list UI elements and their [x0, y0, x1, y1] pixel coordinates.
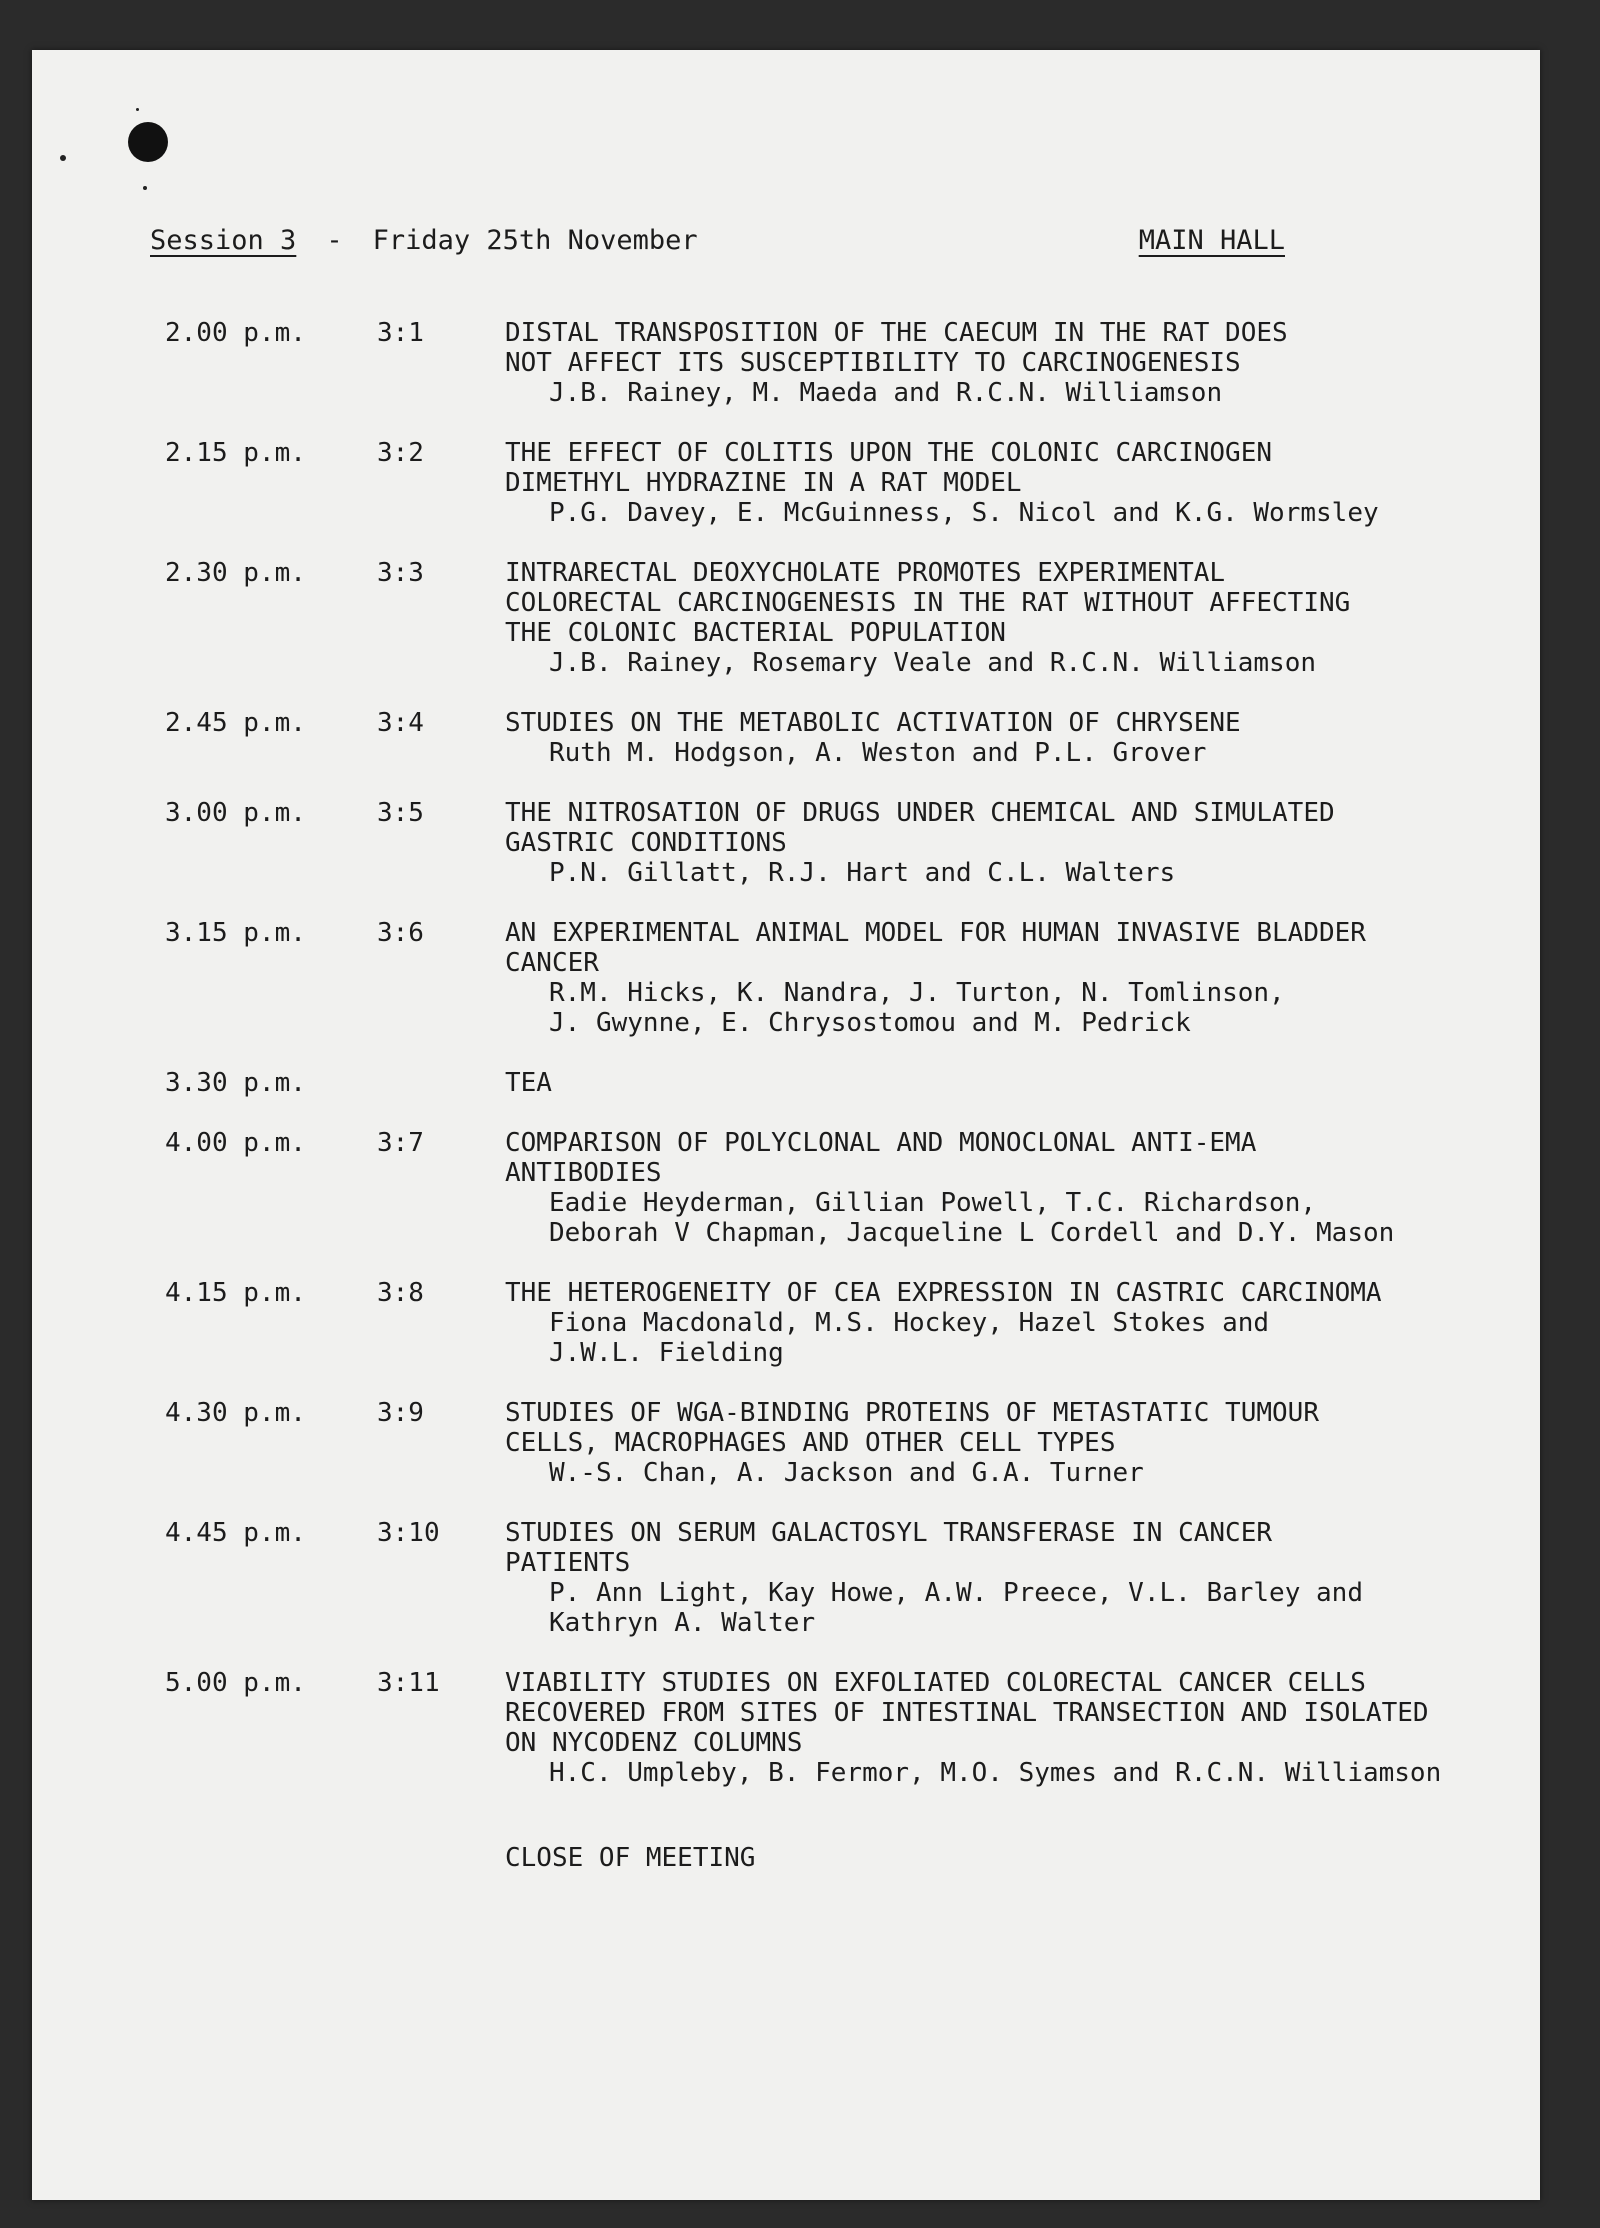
entry-time: 2.30 p.m.	[165, 558, 306, 588]
entry-code	[355, 1068, 505, 1098]
entry-authors-line: Kathryn A. Walter	[549, 1608, 816, 1638]
entry-time: 5.00 p.m.	[165, 1668, 306, 1698]
entry-body	[505, 1668, 1480, 1788]
entry-time: 4.45 p.m.	[165, 1518, 306, 1548]
entry-title-line: ON NYCODENZ COLUMNS	[505, 1728, 803, 1758]
entry-time: 3.30 p.m.	[165, 1068, 306, 1098]
entry-body	[505, 318, 1480, 408]
entry-title-line: RECOVERED FROM SITES OF INTESTINAL TRANSECTION AND ISOLATED	[505, 1698, 1429, 1728]
programme-entry	[150, 918, 1480, 1038]
programme-entry	[150, 438, 1480, 528]
header-separator: -	[326, 225, 343, 256]
entry-time: 4.00 p.m.	[165, 1128, 306, 1158]
entry-code: 3:1	[377, 318, 424, 348]
programme-entry	[150, 1278, 1480, 1368]
entry-title-line: STUDIES OF WGA-BINDING PROTEINS OF METASTATIC TUMOUR	[505, 1398, 1319, 1428]
session-label: Session 3	[150, 225, 297, 256]
programme-entry	[150, 1518, 1480, 1638]
entry-title-line: DISTAL TRANSPOSITION OF THE CAECUM IN THE RAT DOES	[505, 318, 1288, 348]
entry-title-line: CANCER	[505, 948, 599, 978]
entry-title-line: VIABILITY STUDIES ON EXFOLIATED COLORECTAL CANCER CELLS	[505, 1668, 1366, 1698]
entry-code: 3:6	[377, 918, 424, 948]
entry-time: 3.00 p.m.	[165, 798, 306, 828]
entry-time: 2.00 p.m.	[165, 318, 306, 348]
entry-authors-line: J.B. Rainey, Rosemary Veale and R.C.N. Williamson	[549, 648, 1317, 678]
entry-time: 3.15 p.m.	[165, 918, 306, 948]
programme-entry	[150, 798, 1480, 888]
venue-label: MAIN HALL	[1138, 225, 1285, 256]
entry-code: 3:5	[377, 798, 424, 828]
entry-code: 3:3	[377, 558, 424, 588]
programme-entry	[150, 708, 1480, 768]
entry-time: 4.30 p.m.	[165, 1398, 306, 1428]
entry-title-line: STUDIES ON THE METABOLIC ACTIVATION OF CHRYSENE	[505, 708, 1241, 738]
ink-speck	[60, 155, 66, 161]
entry-body	[505, 1518, 1480, 1638]
programme-entry	[150, 558, 1480, 678]
programme-entry	[150, 1128, 1480, 1248]
entry-body	[505, 1128, 1480, 1248]
entry-body	[505, 1068, 1480, 1098]
entry-authors-line: J. Gwynne, E. Chrysostomou and M. Pedrick	[549, 1008, 1191, 1038]
entry-authors-line: P.G. Davey, E. McGuinness, S. Nicol and K.G. Wormsley	[549, 498, 1379, 528]
entry-body	[505, 438, 1480, 528]
entry-code: 3:2	[377, 438, 424, 468]
entry-time: 2.15 p.m.	[165, 438, 306, 468]
entry-authors-line: Deborah V Chapman, Jacqueline L Cordell and D.Y. Mason	[549, 1218, 1395, 1248]
close-of-meeting: CLOSE OF MEETING	[505, 1843, 756, 1873]
entry-body	[505, 918, 1480, 1038]
entry-body	[505, 1398, 1480, 1488]
entry-body	[505, 558, 1480, 678]
entry-code: 3:4	[377, 708, 424, 738]
programme-entry	[150, 1068, 1480, 1098]
entry-body	[505, 798, 1480, 888]
session-date: Friday 25th November	[372, 225, 698, 256]
punch-hole	[128, 122, 168, 162]
entry-authors-line: Eadie Heyderman, Gillian Powell, T.C. Richardson,	[549, 1188, 1317, 1218]
entry-authors-line: H.C. Umpleby, B. Fermor, M.O. Symes and R.C.N. Williamson	[549, 1758, 1442, 1788]
entry-body	[505, 1278, 1480, 1368]
entry-title-line: GASTRIC CONDITIONS	[505, 828, 787, 858]
entry-time: 4.15 p.m.	[165, 1278, 306, 1308]
entry-title-line: ANTIBODIES	[505, 1158, 662, 1188]
entry-title-line: PATIENTS	[505, 1548, 631, 1578]
programme-entry	[150, 318, 1480, 408]
entry-authors-line: P. Ann Light, Kay Howe, A.W. Preece, V.L. Barley and	[549, 1578, 1363, 1608]
entry-title-line: TEA	[505, 1068, 552, 1098]
entry-authors-line: Ruth M. Hodgson, A. Weston and P.L. Grover	[549, 738, 1207, 768]
entry-title-line: COMPARISON OF POLYCLONAL AND MONOCLONAL ANTI-EMA	[505, 1128, 1257, 1158]
entry-body	[505, 708, 1480, 768]
entry-authors-line: R.M. Hicks, K. Nandra, J. Turton, N. Tomlinson,	[549, 978, 1285, 1008]
entry-title-line: THE NITROSATION OF DRUGS UNDER CHEMICAL AND SIMULATED	[505, 798, 1335, 828]
entry-title-line: THE HETEROGENEITY OF CEA EXPRESSION IN CASTRIC CARCINOMA	[505, 1278, 1382, 1308]
ink-speck	[136, 108, 139, 111]
entry-code: 3:10	[377, 1518, 440, 1548]
entry-title-line: NOT AFFECT ITS SUSCEPTIBILITY TO CARCINOGENESIS	[505, 348, 1241, 378]
entry-code: 3:11	[377, 1668, 440, 1698]
programme-entry	[150, 1398, 1480, 1488]
programme-entry	[150, 1668, 1480, 1788]
entry-code: 3:9	[377, 1398, 424, 1428]
entry-title-line: DIMETHYL HYDRAZINE IN A RAT MODEL	[505, 468, 1022, 498]
ink-speck	[143, 186, 147, 190]
entry-authors-line: Fiona Macdonald, M.S. Hockey, Hazel Stokes and	[549, 1308, 1270, 1338]
entry-authors-line: P.N. Gillatt, R.J. Hart and C.L. Walters	[549, 858, 1176, 888]
entry-authors-line: J.B. Rainey, M. Maeda and R.C.N. Williamson	[549, 378, 1223, 408]
entry-title-line: STUDIES ON SERUM GALACTOSYL TRANSFERASE IN CANCER	[505, 1518, 1273, 1548]
entry-authors-line: J.W.L. Fielding	[549, 1338, 784, 1368]
entry-title-line: INTRARECTAL DEOXYCHOLATE PROMOTES EXPERIMENTAL	[505, 558, 1226, 588]
entry-title-line: COLORECTAL CARCINOGENESIS IN THE RAT WITHOUT AFFECTING	[505, 588, 1351, 618]
entry-code: 3:8	[377, 1278, 424, 1308]
entry-title-line: THE COLONIC BACTERIAL POPULATION	[505, 618, 1006, 648]
entry-title-line: AN EXPERIMENTAL ANIMAL MODEL FOR HUMAN INVASIVE BLADDER	[505, 918, 1366, 948]
entry-code: 3:7	[377, 1128, 424, 1158]
entry-title-line: THE EFFECT OF COLITIS UPON THE COLONIC CARCINOGEN	[505, 438, 1273, 468]
session-header	[150, 225, 1285, 265]
entry-time: 2.45 p.m.	[165, 708, 306, 738]
entry-title-line: CELLS, MACROPHAGES AND OTHER CELL TYPES	[505, 1428, 1116, 1458]
programme-list	[150, 318, 1480, 1873]
entry-authors-line: W.-S. Chan, A. Jackson and G.A. Turner	[549, 1458, 1144, 1488]
